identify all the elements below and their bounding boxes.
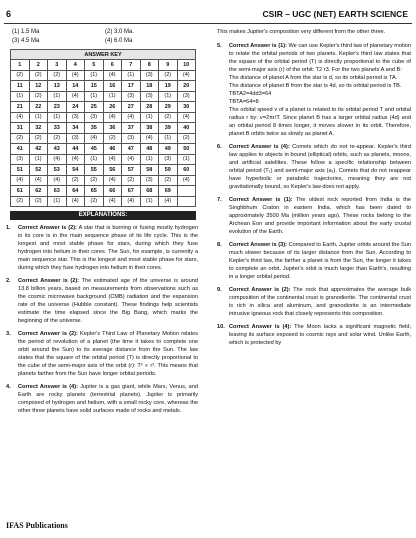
answer-key-cell: (2) [85, 196, 104, 207]
answer-key-cell: (4) [177, 175, 196, 186]
answer-key-cell: 12 [29, 81, 48, 92]
answer-key-cell: 63 [48, 186, 67, 197]
answer-key-cell: 53 [48, 165, 67, 176]
answer-key-cell: (1) [159, 133, 178, 144]
answer-key-cell: 57 [122, 165, 141, 176]
explanation-text: Correct Answer is (2): Kepler's Third Law of Planetary Motion relates the period of revolution of a planet (the time it takes to complete one orbit around the Sun) to its average distance from the Sun. The law states that the square of the orbital period (T) is directly proportional to the cube of the semi-major axis of the orbit (r): T² ∝ r³. This means that planets farther from the Sun have longer orbital periods. [18, 331, 198, 377]
answer-key-cell: 51 [11, 165, 30, 176]
answer-key-cell: (2) [29, 70, 48, 81]
answer-key-cell: (1) [11, 91, 30, 102]
answer-key-cell: (3) [159, 154, 178, 165]
answer-key-answer-row [11, 70, 196, 81]
answer-key-cell: (2) [159, 175, 178, 186]
answer-key-cell: (1) [140, 154, 159, 165]
answer-key-cell: (2) [159, 70, 178, 81]
answer-key-cell: 65 [85, 186, 104, 197]
option-4: (4) 6.0 Ma [105, 37, 133, 44]
option-1: (1) 1.5 Ma [12, 29, 40, 35]
answer-key-cell: (2) [29, 196, 48, 207]
answer-key-cell: 42 [29, 144, 48, 155]
answer-key-cell: (3) [177, 91, 196, 102]
answer-key-cell: (3) [66, 112, 85, 123]
answer-key-cell: 41 [11, 144, 30, 155]
explanation-text: Correct Answer is (1): The oldest rock reported from India is the Singhbhum Craton in eastern India, which has been dated to approximately 3500 Ma (million years ago). These rocks belong to the Archean Eon and provide important information about the early crustal evolution of the Earth. [229, 197, 412, 235]
answer-key-cell: 46 [103, 144, 122, 155]
answer-key-cell: 54 [66, 165, 85, 176]
answer-key-cell: 43 [48, 144, 67, 155]
explanation-item [6, 224, 198, 272]
explanation-text: Correct Answer is (2): The rock that approximates the average bulk composition of the continental crust is granodiorite. The continental crust is rich in silica and aluminum, and granodiorite is an intermediate intrusive igneous rock that closely represents this composition. [229, 287, 411, 317]
answer-key-cell: 14 [66, 81, 85, 92]
answer-key-cell: (4) [103, 112, 122, 123]
answer-key-cell: 19 [159, 81, 178, 92]
footer-publisher: IFAS Publications [6, 521, 68, 530]
explanation-text: Correct Answer is (4): Jupiter is a gas giant, while Mars, Venus, and Earth are rocky planets (terrestrial planets). Jupiter is primarily composed of hydrogen and helium, with a small rocky core, whereas the other three planets have solid surfaces made of rocks and metals. [18, 384, 198, 414]
explanation-item [217, 143, 411, 191]
answer-key-cell [177, 186, 196, 197]
answer-key-answer-row [11, 112, 196, 123]
answer-key-cell: (4) [159, 196, 178, 207]
answer-key-cell: (2) [177, 133, 196, 144]
answer-key-cell: 4 [66, 60, 85, 71]
answer-key-cell: (2) [11, 196, 30, 207]
answer-key-cell: (3) [140, 175, 159, 186]
answer-key-cell: 8 [140, 60, 159, 71]
answer-key-cell: 33 [48, 123, 67, 134]
answer-key-cell: (2) [66, 175, 85, 186]
answer-key-answer-row [11, 154, 196, 165]
answer-key-cell: 60 [177, 165, 196, 176]
explanation-item [217, 323, 411, 347]
answer-key-cell: 25 [85, 102, 104, 113]
answer-key-cell: 32 [29, 123, 48, 134]
answer-key-cell: 30 [177, 102, 196, 113]
answer-key-cell: (3) [140, 91, 159, 102]
answer-key-question-row [11, 144, 196, 155]
right-explanations [217, 42, 411, 347]
answer-key-cell: (2) [103, 133, 122, 144]
option-2: (2) 3.0 Ma. [105, 29, 135, 35]
answer-key-cell: (4) [11, 112, 30, 123]
answer-key-cell: (4) [66, 196, 85, 207]
answer-key-cell: (3) [11, 154, 30, 165]
answer-key-cell: 67 [122, 186, 141, 197]
answer-key-cell: 55 [85, 165, 104, 176]
answer-key-table [10, 49, 196, 207]
answer-key-answer-row [11, 196, 196, 207]
answer-key-cell: (4) [140, 133, 159, 144]
answer-key-cell: 47 [122, 144, 141, 155]
answer-key-cell: 20 [177, 81, 196, 92]
answer-key-cell: 50 [177, 144, 196, 155]
answer-key-cell: (4) [11, 175, 30, 186]
answer-key-cell: (4) [85, 133, 104, 144]
answer-key-cell: 24 [66, 102, 85, 113]
answer-key-cell: 61 [11, 186, 30, 197]
answer-key-cell: 5 [85, 60, 104, 71]
explanation-text: Correct Answer is (3): Compared to Earth, Jupiter orbits around the Sun much slower because of its larger distance from the Sun. According to Kepler's third law, the farther a planet is from the Sun, the longer it takes to complete an orbit. Jupiter's orbit is much larger than Earth's, resulting in a longer orbital period. [229, 242, 411, 280]
answer-key-answer-row [11, 175, 196, 186]
answer-key-cell: (1) [85, 70, 104, 81]
answer-key-cell: 49 [159, 144, 178, 155]
answer-key-cell: (3) [122, 91, 141, 102]
answer-key-cell: 26 [103, 102, 122, 113]
explanation-item [217, 286, 411, 318]
answer-key-cell: (3) [85, 112, 104, 123]
answer-key-question-row [11, 102, 196, 113]
explanation-number: 7. [217, 197, 222, 203]
answer-key-cell: 16 [103, 81, 122, 92]
answer-key-cell: (4) [66, 154, 85, 165]
explanation-text: Correct Answer is (2): The estimated age of the universe is around 13.8 billion years, based on measurements from observations such as the cosmic microwave background (CMB) radiation and the expansion rate of the universe (Hubble constant). These findings help scientists estimate the time elapsed since the Big Bang, which marks the beginning of the universe. [18, 278, 199, 324]
page-header-title: CSIR – UGC (NET) EARTH SCIENCE [262, 9, 408, 19]
answer-key-cell: 31 [11, 123, 30, 134]
answer-key-cell: 58 [140, 165, 159, 176]
answer-key-cell: 44 [66, 144, 85, 155]
explanation-number: 2. [6, 278, 11, 284]
continued-text: This makes Jupiter's composition very different from the other three. [217, 29, 386, 35]
answer-key-cell: 40 [177, 123, 196, 134]
answer-key-cell: (4) [66, 70, 85, 81]
answer-key-answer-row [11, 91, 196, 102]
answer-key-cell: 48 [140, 144, 159, 155]
answer-key-cell: 28 [140, 102, 159, 113]
answer-key-cell: (4) [122, 154, 141, 165]
answer-key-question-row [11, 81, 196, 92]
answer-key-cell: (4) [177, 70, 196, 81]
answer-key-title: ANSWER KEY [11, 50, 196, 60]
answer-key-cell: 23 [48, 102, 67, 113]
answer-key-cell: (1) [177, 154, 196, 165]
answer-key-cell: 34 [66, 123, 85, 134]
answer-key-cell: 69 [159, 186, 178, 197]
page-number: 6 [6, 9, 12, 19]
answer-key-cell: (1) [48, 91, 67, 102]
answer-key-cell: 27 [122, 102, 141, 113]
explanation-text: Correct Answer is (4): The Moon lacks a significant magnetic field, leaving its surface exposed to cosmic rays and solar wind. Unlike Earth, which is protected by [229, 324, 411, 346]
answer-key-cell: 68 [140, 186, 159, 197]
answer-key-cell: (2) [85, 175, 104, 186]
explanation-number: 5. [217, 43, 222, 49]
explanation-text: Correct Answer is (2): A star that is burning or fusing mostly hydrogen in its core is in the main sequence phase of its life cycle. This is the longest and most stable phase for stars, during which they fuse hydrogen into helium in their cores. The Sun, for example, is currently a main sequence star. This is the longest and most stable phase for stars, during which they fuse hydrogen into helium in their cores. [18, 225, 199, 271]
explanation-number: 6. [217, 144, 222, 150]
explanation-item [6, 277, 198, 325]
answer-key-cell: (3) [66, 133, 85, 144]
answer-key-cell: (1) [29, 112, 48, 123]
answer-key-cell: (4) [29, 175, 48, 186]
explanation-number: 9. [217, 287, 222, 293]
answer-key-cell: 66 [103, 186, 122, 197]
right-column [217, 28, 411, 352]
answer-key-cell: (4) [48, 175, 67, 186]
answer-key-cell: (1) [85, 91, 104, 102]
explanation-number: 8. [217, 242, 222, 248]
answer-key-cell: 64 [66, 186, 85, 197]
answer-key-cell: 29 [159, 102, 178, 113]
answer-key-cell: 3 [48, 60, 67, 71]
answer-key-cell: 62 [29, 186, 48, 197]
answer-key-question-row [11, 186, 196, 197]
answer-key-cell: (4) [177, 112, 196, 123]
answer-key-cell: (4) [122, 196, 141, 207]
option-3: (3) 4.5 Ma [12, 37, 40, 44]
answer-key-cell: 56 [103, 165, 122, 176]
answer-key-question-row [11, 165, 196, 176]
answer-key-cell: 1 [11, 60, 30, 71]
answer-key-cell: 37 [122, 123, 141, 134]
answer-key-cell: (1) [29, 154, 48, 165]
answer-key-cell: 9 [159, 60, 178, 71]
answer-key-cell: 38 [140, 123, 159, 134]
answer-key-cell: 45 [85, 144, 104, 155]
answer-key-cell: (4) [103, 70, 122, 81]
header-divider [4, 23, 412, 24]
answer-key-cell: 59 [159, 165, 178, 176]
answer-key-cell: 35 [85, 123, 104, 134]
answer-key-cell: 22 [29, 102, 48, 113]
answer-key-cell: (2) [29, 91, 48, 102]
answer-key-cell: 6 [103, 60, 122, 71]
answer-key-cell [177, 196, 196, 207]
explanation-text: Correct Answer is (1): We can use Kepler's third law of planetary motion to relate the orbital periods of two planets. Kepler's third law states that the square of the orbital period (T) is directly proportional to the cube of the semi-major axis (r) of the orbit: T2 r3. For the two planets A and B: The distance of planet A from the star is d, so its orbital period is TA. The distance of planet B from the star is 4d, so its orbital period is TB. TBTA2=4dd3=64 TBTA=64=8 The orbital speed v of a planet is related to its orbital period T and orbital radius r by: v=2πr/T. Since planet B has a larger orbital radius (4d) and an orbital period 8 times longer, it moves slower in its orbit. Therefore, planet B orbits twice as slowly as planet A. [229, 43, 412, 137]
answer-key-cell: 39 [159, 123, 178, 134]
answer-key-cell: (1) [48, 196, 67, 207]
answer-key-cell: (1) [159, 91, 178, 102]
left-column [6, 28, 198, 420]
explanation-item [6, 383, 198, 415]
answer-key-cell: 15 [85, 81, 104, 92]
explanation-number: 4. [6, 384, 11, 390]
answer-key-cell: 17 [122, 81, 141, 92]
answer-key-cell: (1) [85, 154, 104, 165]
answer-key-cell: (1) [103, 91, 122, 102]
answer-key-cell: (2) [48, 133, 67, 144]
answer-key-cell: 2 [29, 60, 48, 71]
explanation-text: Correct Answer is (4): Comets which do not re-appear. Kepler's third law applies to objects in bound (elliptical) orbits, such as planets, moons, and artificial satellites. These follow a specific relationship between orbital period (T₁) and semi-major axis (a₁). Comets that do not reappear have hyperbolic or parabolic trajectories, meaning they are not gravitationally bound, so Kepler's law does not apply. [229, 144, 411, 190]
answer-key-cell: (4) [103, 175, 122, 186]
answer-key-cell: (4) [66, 91, 85, 102]
answer-key-cell: 52 [29, 165, 48, 176]
answer-key-cell: 21 [11, 102, 30, 113]
answer-key-cell: (4) [122, 112, 141, 123]
answer-key-cell: (2) [29, 133, 48, 144]
explanation-item [217, 196, 411, 236]
explanation-item [217, 42, 411, 138]
explanation-number: 1. [6, 225, 11, 231]
answer-key-cell: (4) [103, 196, 122, 207]
left-explanations [6, 224, 198, 415]
answer-key-cell: (2) [48, 70, 67, 81]
answer-key-cell: (1) [122, 70, 141, 81]
answer-key-cell: (2) [11, 133, 30, 144]
answer-key-cell: 36 [103, 123, 122, 134]
answer-key-cell: (1) [140, 196, 159, 207]
explanations-heading: EXPLANATIONS: [10, 211, 196, 220]
answer-key-cell: 11 [11, 81, 30, 92]
answer-key-cell: (3) [140, 70, 159, 81]
explanation-item [6, 330, 198, 378]
answer-key-question-row [11, 123, 196, 134]
answer-key-cell: 13 [48, 81, 67, 92]
answer-key-cell: (2) [11, 70, 30, 81]
explanation-number: 10. [217, 324, 225, 330]
explanation-item [217, 241, 411, 281]
answer-key-cell: (2) [159, 112, 178, 123]
answer-key-cell: 7 [122, 60, 141, 71]
answer-key-cell: 10 [177, 60, 196, 71]
answer-key-cell: (2) [122, 175, 141, 186]
answer-key-cell: (1) [48, 112, 67, 123]
answer-key-answer-row [11, 133, 196, 144]
answer-key-cell: (1) [140, 112, 159, 123]
answer-key-question-row [11, 60, 196, 71]
answer-key-cell: (4) [103, 154, 122, 165]
answer-key-cell: (3) [122, 133, 141, 144]
answer-key-cell: 18 [140, 81, 159, 92]
answer-key-cell: (4) [48, 154, 67, 165]
explanation-number: 3. [6, 331, 11, 337]
question-options [6, 28, 198, 45]
